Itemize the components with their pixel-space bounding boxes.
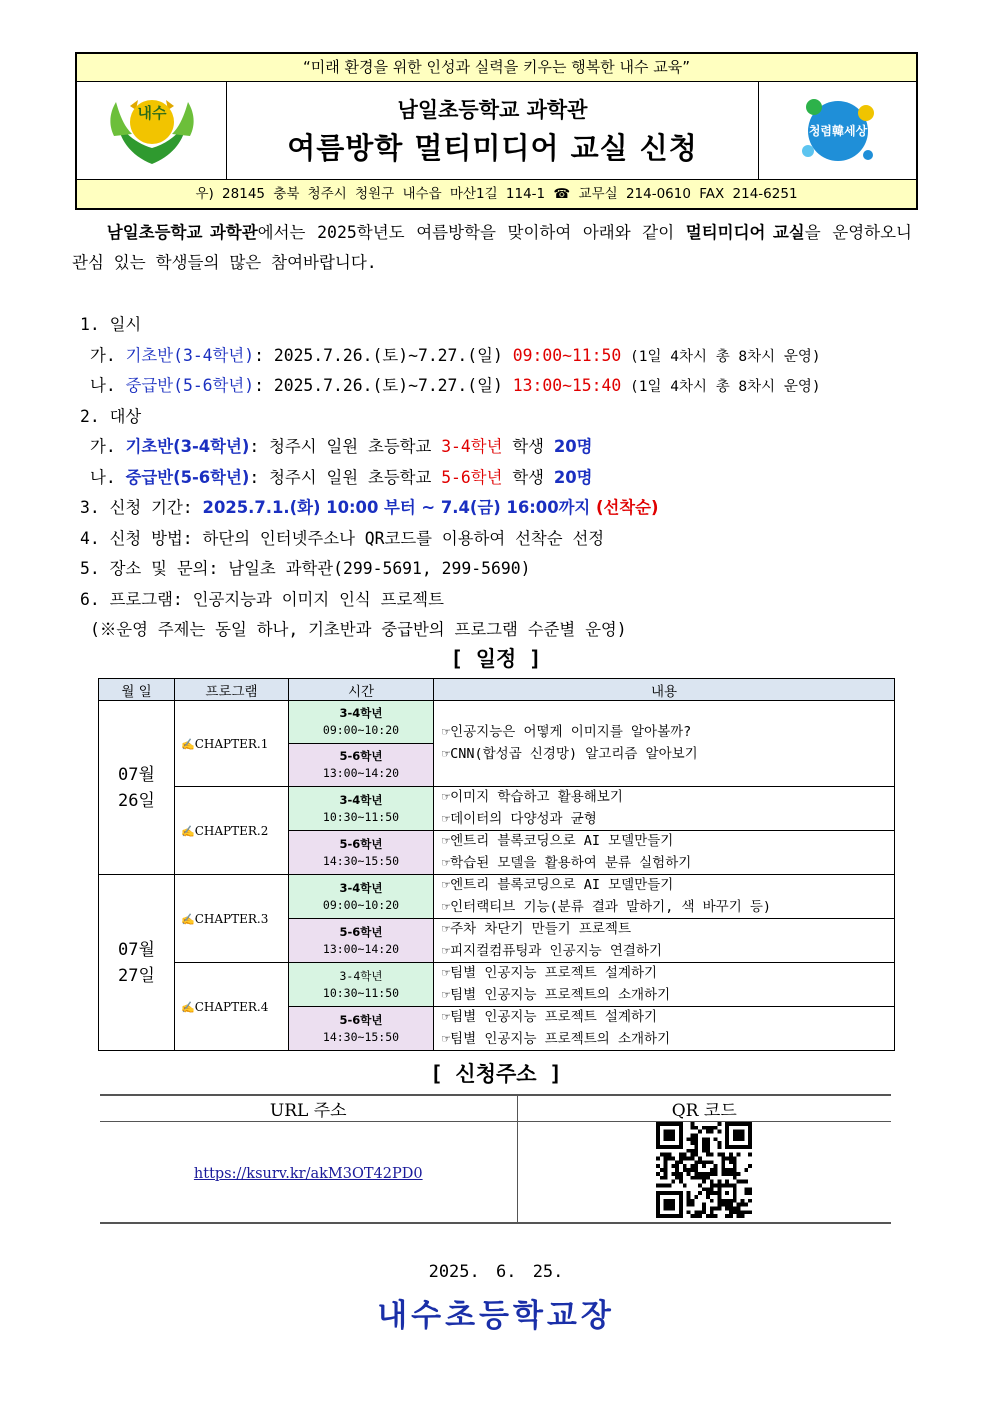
qr-header: QR 코드 [517, 1095, 891, 1122]
class-basic: 기초반(3-4학년) [125, 345, 255, 365]
table-header-row [99, 679, 895, 701]
time-basic: 09:00~11:50 [512, 345, 622, 365]
time-cell: 5-6학년 14:30~15:50 [289, 831, 434, 875]
intro-school: 남일초등학교 과학관 [106, 223, 258, 242]
content-cell: ☞팀별 인공지능 프로젝트 설계하기 ☞팀별 인공지능 프로젝트의 소개하기 [434, 963, 895, 1007]
url-cell [100, 1122, 517, 1224]
item-2a: 가. 기초반(3-4학년): 청주시 일원 초등학교 3-4학년 학생 20명 [90, 437, 593, 456]
pencil-icon: ✍ [181, 824, 195, 838]
table-row [99, 875, 895, 919]
intro-text-2: 을 운영하오니 관심 있는 학생들의 많은 참여바랍니다. [72, 223, 912, 272]
time-cell: 3-4학년 09:00~10:20 [289, 701, 434, 744]
class-intermediate: 중급반(5-6학년) [125, 376, 255, 395]
item-6-note: (※운영 주제는 동일 하나, 기초반과 중급반의 프로그램 수준별 운영) [90, 620, 627, 639]
time-intermediate: 13:00~15:40 [512, 376, 622, 395]
school-logo-icon [92, 86, 212, 176]
item-1a: 가. 기초반(3-4학년): 2025.7.26.(토)~7.27.(일) 09:00~11:50 (1일 4차시 총 8차시 운영) [90, 345, 821, 365]
qr-code-icon[interactable] [656, 1122, 752, 1218]
apply-title: [ 신청주소 ] [430, 1062, 562, 1086]
qr-cell [517, 1122, 891, 1224]
content-cell: ☞인공지능은 어떻게 이미지를 알아볼까? ☞CNN(합성곱 신경망) 알고리즘 알아보기 [434, 701, 895, 787]
time-cell: 3-4학년 09:00~10:20 [289, 875, 434, 919]
apply-table [100, 1094, 891, 1224]
program-chapter-3: ✍CHAPTER.3 [175, 875, 289, 963]
time-cell: 3-4학년 10:30~11:50 [289, 787, 434, 831]
pencil-icon: ✍ [181, 912, 195, 926]
item-6: 6. 프로그램: 인공지능과 이미지 인식 프로젝트 [80, 589, 444, 609]
time-cell: 5-6학년 13:00~14:20 [289, 744, 434, 787]
col-header-time: 시간 [289, 679, 434, 701]
letter-header [75, 52, 918, 210]
school-motto: “미래 환경을 위한 인성과 실력을 키우는 행복한 내수 교육” [77, 54, 916, 82]
content-cell: ☞팀별 인공지능 프로젝트 설계하기 ☞팀별 인공지능 프로젝트의 소개하기 [434, 1007, 895, 1051]
item-5: 5. 장소 및 문의: 남일초 과학관(299-5691, 299-5690) [80, 559, 531, 578]
table-row [99, 701, 895, 744]
apply-url-link[interactable]: https://ksurv.kr/akM3OT42PD0 [193, 1165, 423, 1182]
intro-highlight: 멀티미디어 교실 [685, 223, 805, 242]
item-1b: 나. 중급반(5-6학년): 2025.7.26.(토)~7.27.(일) 13:00~15:40 (1일 4차시 총 8차시 운영) [90, 376, 821, 395]
apply-period: 2025.7.1.(화) 10:00 부터 ~ 7.4(금) 16:00까지 [202, 498, 591, 517]
svg-text:내수: 내수 [137, 103, 166, 122]
table-row [99, 787, 895, 831]
issue-date: 2025. 6. 25. [428, 1262, 564, 1282]
title-line-1: 남일초등학교 과학관 [397, 98, 588, 122]
principal-signature: 내수초등학교장 [377, 1298, 615, 1334]
time-cell: 5-6학년 13:00~14:20 [289, 919, 434, 963]
schedule-table [98, 678, 895, 1051]
col-header-program: 프로그램 [175, 679, 289, 701]
content-cell: ☞주차 차단기 만들기 프로젝트 ☞피지컬컴퓨팅과 인공지능 연결하기 [434, 919, 895, 963]
item-1-heading: 1. 일시 [80, 315, 142, 334]
table-row [99, 963, 895, 1007]
integrity-emblem-icon [788, 89, 888, 173]
title-line-2: 여름방학 멀티미디어 교실 신청 [287, 131, 698, 165]
program-chapter-1: ✍CHAPTER.1 [175, 701, 289, 787]
content-cell: ☞엔트리 블록코딩으로 AI 모델만들기 ☞학습된 모델을 활용하여 분류 실험하기 [434, 831, 895, 875]
notice-items [80, 310, 930, 646]
pencil-icon: ✍ [181, 737, 195, 751]
col-header-content: 내용 [434, 679, 895, 701]
col-header-date: 월 일 [99, 679, 175, 701]
school-logo [77, 82, 227, 179]
time-cell: 5-6학년 14:30~15:50 [289, 1007, 434, 1051]
content-cell: ☞엔트리 블록코딩으로 AI 모델만들기 ☞인터랙티브 기능(분류 결과 말하기, 색 바꾸기 등) [434, 875, 895, 919]
program-chapter-2: ✍CHAPTER.2 [175, 787, 289, 875]
schedule-title: [ 일정 ] [450, 647, 542, 671]
url-header: URL 주소 [100, 1095, 517, 1122]
header-title [227, 82, 758, 179]
date-cell-day2: 07월 27일 [99, 875, 175, 1051]
header-title-row [77, 82, 916, 180]
school-address: 우) 28145 충북 청주시 청원구 내수읍 마산1길 114-1 ☎ 교무실 214-0610 FAX 214-6251 [77, 180, 916, 208]
item-2-heading: 2. 대상 [80, 406, 142, 426]
intro-text-1: 에서는 2025학년도 여름방학을 맞이하여 아래와 같이 [257, 223, 686, 242]
content-cell: ☞이미지 학습하고 활용해보기 ☞데이터의 다양성과 균형 [434, 787, 895, 831]
date-cell-day1: 07월 26일 [99, 701, 175, 875]
item-3: 3. 신청 기간: 2025.7.1.(화) 10:00 부터 ~ 7.4(금) 16:00까지 (선착순) [80, 498, 659, 517]
svg-text:청렴韓세상: 청렴韓세상 [808, 123, 867, 138]
pencil-icon: ✍ [181, 1000, 195, 1014]
item-2b: 나. 중급반(5-6학년): 청주시 일원 초등학교 5-6학년 학생 20명 [90, 467, 593, 487]
program-chapter-4: ✍CHAPTER.4 [175, 963, 289, 1051]
integrity-emblem [758, 82, 916, 179]
time-cell: 3-4학년 10:30~11:50 [289, 963, 434, 1007]
intro-paragraph [72, 218, 912, 278]
item-4: 4. 신청 방법: 하단의 인터넷주소나 QR코드를 이용하여 선착순 선정 [80, 528, 605, 548]
